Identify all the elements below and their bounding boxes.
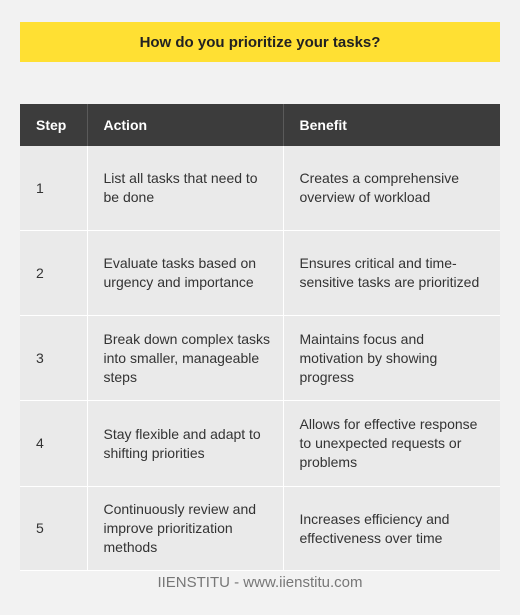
table-row — [20, 146, 500, 231]
step-cell: 3 — [20, 316, 87, 401]
step-cell: 5 — [20, 487, 87, 571]
table-header-row — [20, 104, 500, 146]
step-cell: 4 — [20, 401, 87, 487]
table-row — [20, 231, 500, 316]
column-header-action: Action — [87, 104, 283, 146]
action-cell: Continuously review and improve prioritization methods — [87, 487, 283, 571]
table-row — [20, 316, 500, 401]
action-cell: Break down complex tasks into smaller, manageable steps — [87, 316, 283, 401]
table-row — [20, 401, 500, 487]
footer-credit: IIENSTITU - www.iienstitu.com — [157, 574, 363, 591]
column-header-benefit: Benefit — [283, 104, 500, 146]
benefit-cell: Creates a comprehensive overview of workload — [283, 146, 500, 231]
page-title: How do you prioritize your tasks? — [139, 33, 381, 51]
prioritization-table — [20, 104, 500, 571]
action-cell: Evaluate tasks based on urgency and importance — [87, 231, 283, 316]
table-row — [20, 487, 500, 571]
action-cell: Stay flexible and adapt to shifting priorities — [87, 401, 283, 487]
column-header-step: Step — [20, 104, 87, 146]
benefit-cell: Ensures critical and time-sensitive tasks are prioritized — [283, 231, 500, 316]
benefit-cell: Increases efficiency and effectiveness over time — [283, 487, 500, 571]
benefit-cell: Maintains focus and motivation by showing progress — [283, 316, 500, 401]
step-cell: 2 — [20, 231, 87, 316]
action-cell: List all tasks that need to be done — [87, 146, 283, 231]
title-banner — [20, 22, 500, 62]
benefit-cell: Allows for effective response to unexpected requests or problems — [283, 401, 500, 487]
step-cell: 1 — [20, 146, 87, 231]
